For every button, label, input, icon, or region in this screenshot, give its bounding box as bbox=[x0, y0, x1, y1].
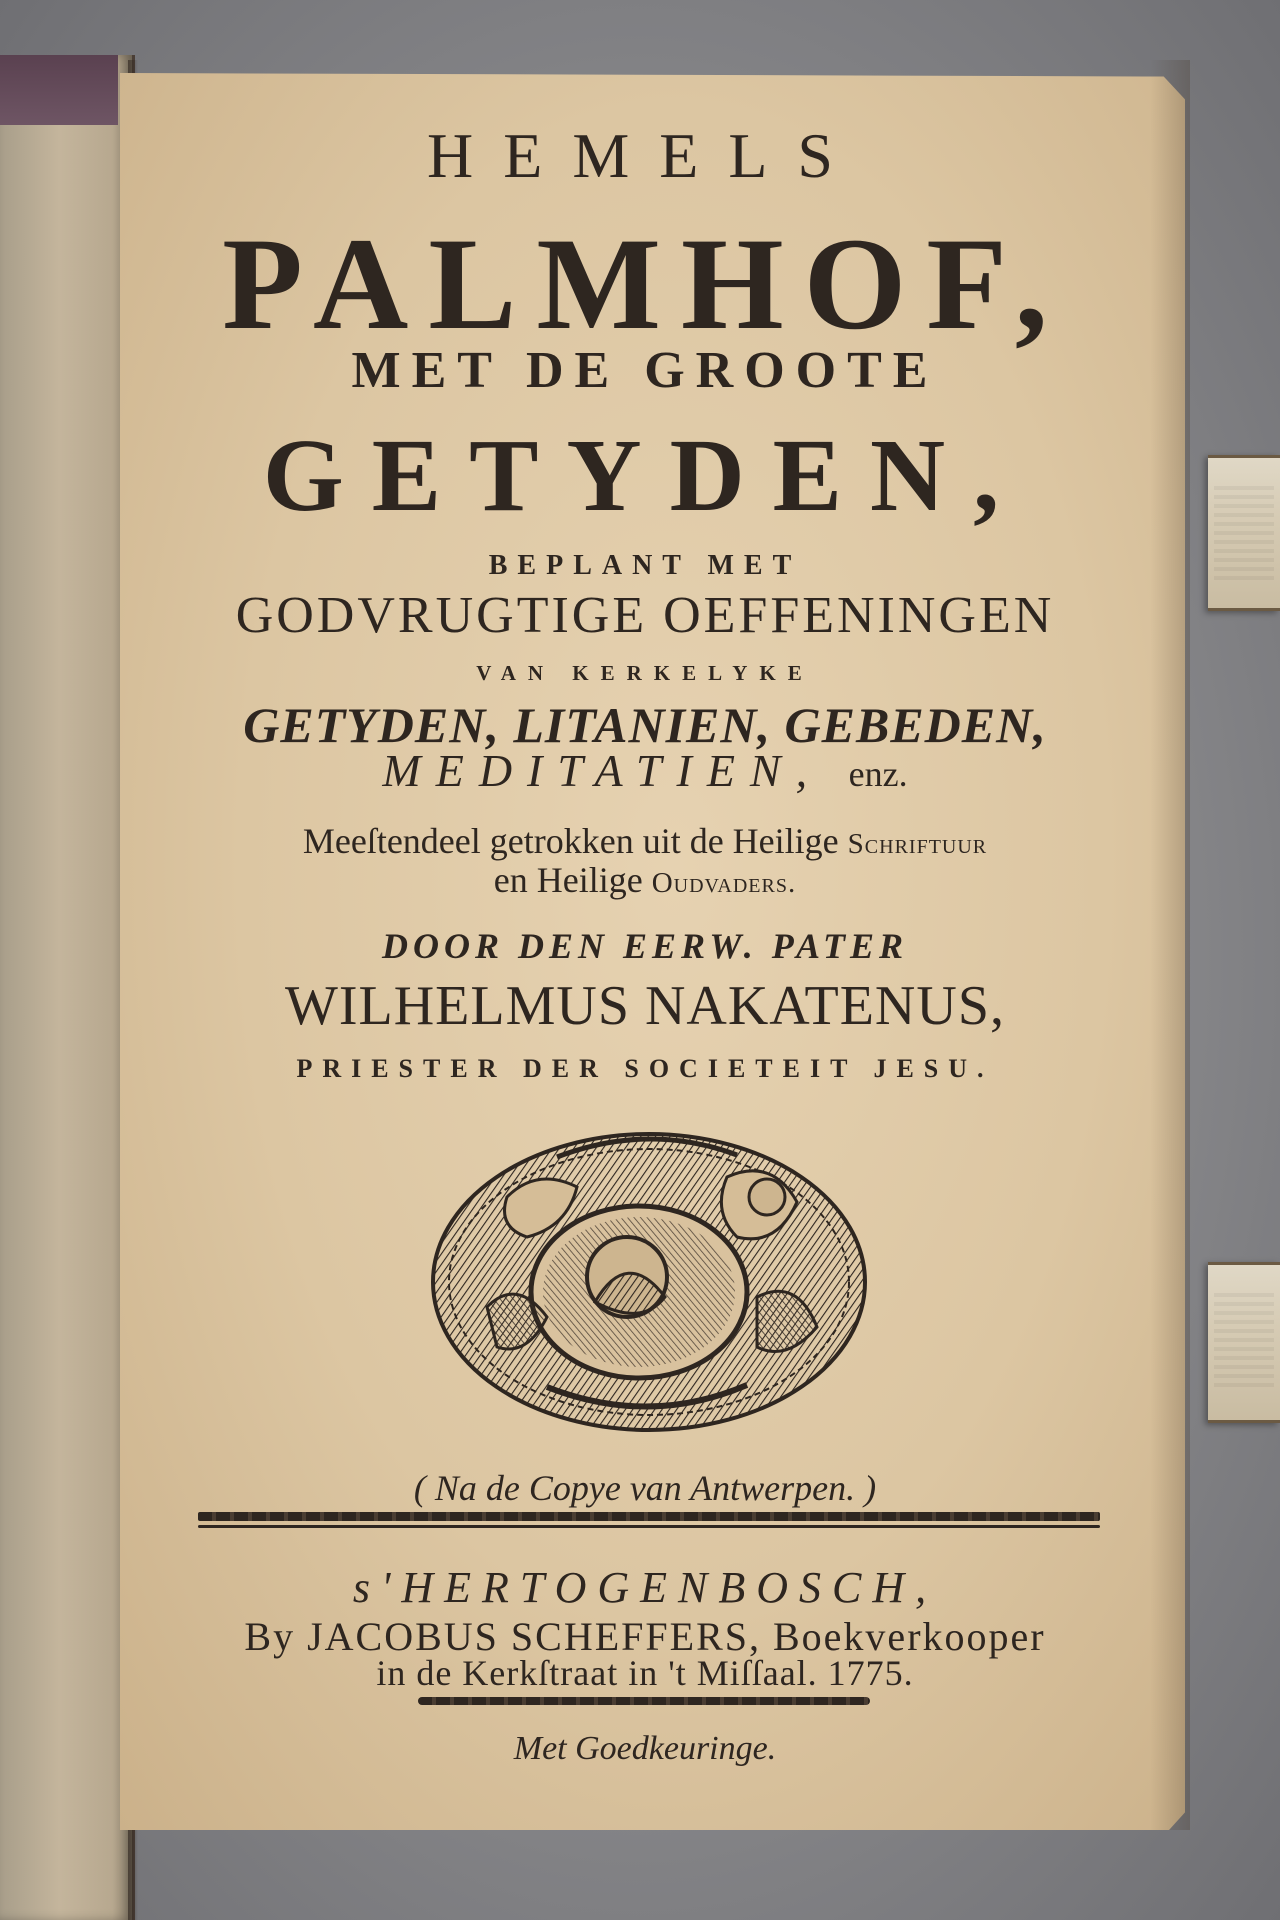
schriftuur-text: Schriftuur bbox=[847, 828, 988, 860]
title-line-met-de-groote: MET DE GROOTE bbox=[351, 342, 939, 399]
book-clasp-bottom bbox=[1208, 1262, 1280, 1423]
title-word-getyden: GETYDEN, bbox=[262, 418, 1028, 533]
source-line-2 bbox=[140, 862, 1150, 898]
double-rule-top bbox=[198, 1512, 1100, 1521]
en-heilige-text: en Heilige bbox=[493, 860, 643, 900]
enz-word: enz. bbox=[848, 754, 908, 794]
meestendeel-text: Meeſtendeel getrokken uit de Heilige bbox=[302, 821, 839, 861]
imprint-rule bbox=[418, 1697, 870, 1705]
subtitle-meditatien bbox=[140, 745, 1150, 796]
author-title: PRIESTER DER SOCIETEIT JESU. bbox=[296, 1054, 994, 1083]
approbation-note: Met Goedkeuringe. bbox=[513, 1730, 777, 1767]
author-name: WILHELMUS NAKATENUS, bbox=[285, 975, 1005, 1037]
left-page-edge bbox=[0, 55, 135, 1920]
imprint-address-year: in de Kerkſtraat in 't Miſſaal. 1775. bbox=[376, 1653, 914, 1693]
page-edge-shadow bbox=[1150, 60, 1190, 1830]
imprint-city: s'HERTOGENBOSCH, bbox=[352, 1563, 938, 1612]
oudvaders-text: Oudvaders. bbox=[651, 867, 797, 899]
author-intro: DOOR DEN EERW. PATER bbox=[381, 926, 909, 966]
book-clasp-top bbox=[1208, 455, 1280, 611]
subtitle-godvrugtige: GODVRUGTIGE OEFFENINGEN bbox=[235, 587, 1055, 644]
title-word-palmhof: PALMHOF, bbox=[222, 210, 1068, 357]
source-line-1 bbox=[140, 823, 1150, 859]
subtitle-beplant-met: BEPLANT MET bbox=[488, 550, 802, 581]
printers-vignette-woodcut bbox=[427, 1127, 872, 1437]
meditatien-word: MEDITATIEN, bbox=[382, 745, 823, 796]
book-cover-corner bbox=[0, 55, 118, 125]
double-rule-bottom bbox=[198, 1525, 1100, 1528]
subtitle-getyden-litanien: GETYDEN, LITANIEN, GEBEDEN, bbox=[243, 697, 1047, 753]
subtitle-van-kerkelyke: VAN KERKELYKE bbox=[476, 661, 814, 685]
edition-note: ( Na de Copye van Antwerpen. ) bbox=[413, 1468, 877, 1508]
title-word-hemels: HEMELS bbox=[427, 120, 863, 191]
imprint-publisher: By JACOBUS SCHEFFERS, Boekverkooper bbox=[244, 1614, 1046, 1659]
